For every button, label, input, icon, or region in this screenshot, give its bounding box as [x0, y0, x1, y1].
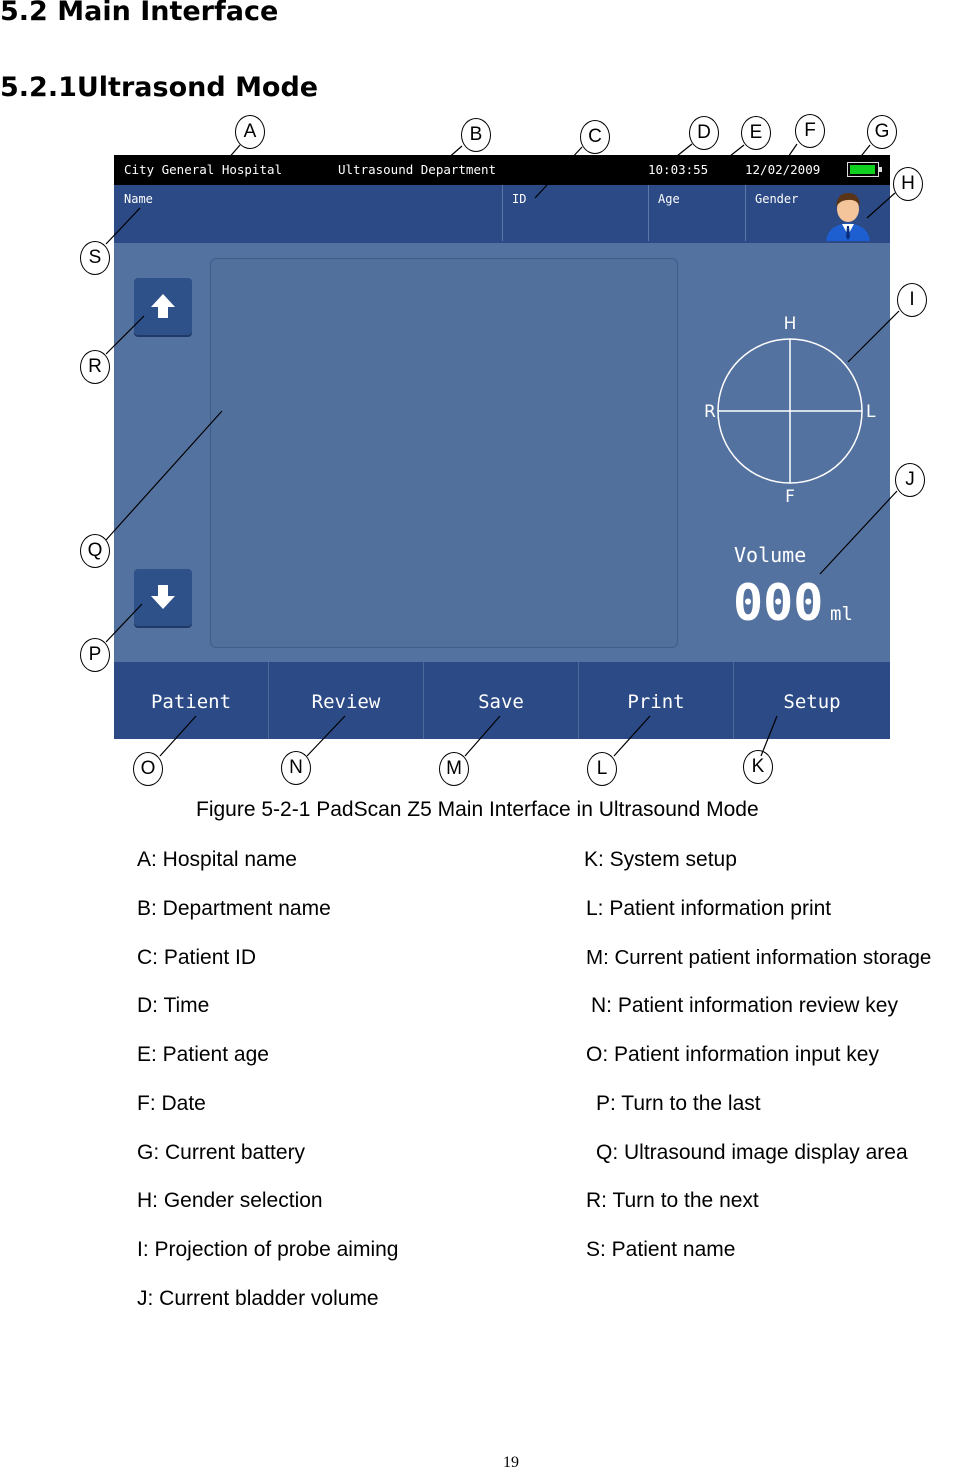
legend-item: K: System setup — [584, 848, 737, 871]
legend-item: O: Patient information input key — [586, 1043, 879, 1066]
callout-o: O — [133, 752, 163, 786]
legend-item: F: Date — [137, 1092, 206, 1115]
legend-item: N: Patient information review key — [591, 994, 898, 1017]
legend-item: A: Hospital name — [137, 848, 297, 871]
legend-item: J: Current bladder volume — [137, 1287, 379, 1310]
department-name: Ultrasound Department — [338, 162, 497, 177]
aim-label-bottom: F — [785, 487, 795, 507]
callout-r: R — [80, 350, 110, 384]
callout-k: K — [743, 750, 773, 784]
id-field[interactable]: ID — [512, 192, 527, 206]
legend-item: S: Patient name — [586, 1238, 736, 1261]
legend-item: I: Projection of probe aiming — [137, 1238, 399, 1261]
legend-item: M: Current patient information storage — [586, 946, 932, 969]
date-display: 12/02/2009 — [745, 162, 821, 177]
callout-n: N — [281, 751, 311, 785]
review-button[interactable]: Review — [269, 662, 424, 739]
callout-h: H — [893, 167, 923, 201]
legend-item: L: Patient information print — [586, 897, 832, 920]
callout-f: F — [795, 114, 825, 148]
gender-field[interactable]: Gender — [755, 192, 799, 206]
age-field[interactable]: Age — [658, 192, 680, 206]
legend-item: Q: Ultrasound image display area — [596, 1141, 908, 1164]
hospital-name: City General Hospital — [124, 162, 283, 177]
callout-s: S — [80, 241, 110, 275]
callout-j: J — [895, 463, 925, 497]
volume-label: Volume — [734, 543, 807, 567]
figure-caption: Figure 5-2-1 PadScan Z5 Main Interface in Ultrasound Mode — [196, 798, 759, 821]
print-button[interactable]: Print — [579, 662, 734, 739]
legend-item: G: Current battery — [137, 1141, 306, 1164]
aim-label-right: L — [866, 402, 876, 422]
callout-g: G — [867, 115, 897, 149]
aim-label-top: H — [783, 314, 797, 334]
callout-p: P — [80, 638, 110, 672]
setup-button[interactable]: Setup — [783, 691, 841, 713]
callout-d: D — [689, 116, 719, 150]
time-display: 10:03:55 — [648, 162, 709, 177]
callout-a: A — [235, 115, 265, 149]
callout-b: B — [461, 118, 491, 152]
legend-item: C: Patient ID — [137, 946, 257, 969]
legend-item: P: Turn to the last — [596, 1092, 761, 1115]
legend-item: B: Department name — [137, 897, 331, 920]
patient-button[interactable]: Patient — [114, 662, 269, 739]
aim-label-left: R — [704, 402, 716, 422]
subsection-heading: 5.2.1Ultrasond Mode — [0, 72, 319, 103]
callout-l: L — [587, 752, 617, 786]
legend-item: H: Gender selection — [137, 1189, 323, 1212]
volume-value: 000 — [733, 574, 824, 632]
callout-m: M — [439, 752, 469, 786]
callout-e: E — [741, 116, 771, 150]
callout-i: I — [897, 283, 927, 317]
save-button[interactable]: Save — [424, 662, 579, 739]
legend-item: E: Patient age — [137, 1043, 269, 1066]
legend-item: R: Turn to the next — [586, 1189, 759, 1212]
section-heading: 5.2 Main Interface — [0, 0, 279, 27]
legend-item: D: Time — [137, 994, 210, 1017]
callout-c: C — [580, 120, 610, 154]
volume-unit: ml — [830, 603, 853, 625]
callout-q: Q — [80, 534, 110, 568]
page-number: 19 — [503, 1454, 519, 1471]
name-field[interactable]: Name — [124, 192, 153, 206]
